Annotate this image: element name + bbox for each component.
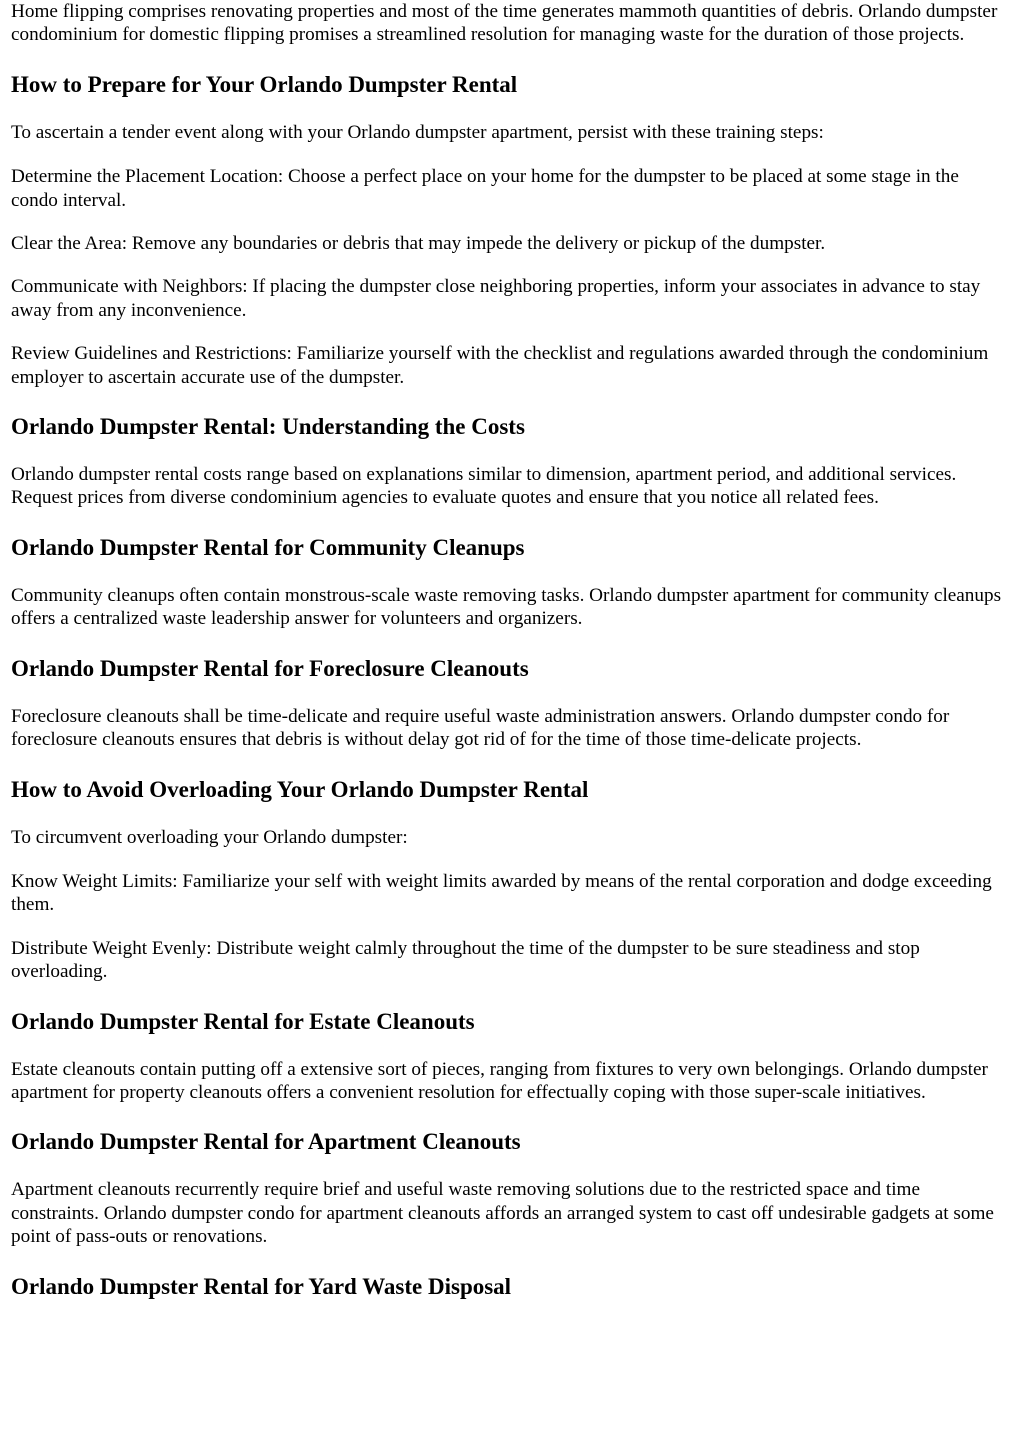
paragraph: Determine the Placement Location: Choose a perfect place on your home for the dumpster to be placed at some stage in the condo interval.	[11, 166, 959, 211]
heading-avoid-overloading: How to Avoid Overloading Your Orlando Dumpster Rental	[11, 776, 589, 802]
paragraph: Estate cleanouts contain putting off a extensive sort of pieces, ranging from fixtures to very own belongings. Orlando dumpster apartment for property cleanouts offers a convenient resolution for effectually coping with those super-scale initiatives.	[11, 1058, 988, 1103]
paragraph: Know Weight Limits: Familiarize your self with weight limits awarded by means of the rental corporation and dodge exceeding them.	[11, 870, 992, 916]
intro-paragraph: Home flipping comprises renovating properties and most of the time generates mammoth quantities of debris. Orlando dumpster condominium for domestic flipping promises a streamlined resolution for managing waste for the duration of those projects.	[11, 1, 998, 46]
paragraph: To circumvent overloading your Orlando dumpster:	[11, 826, 408, 848]
heading-costs: Orlando Dumpster Rental: Understanding the Costs	[11, 414, 525, 440]
paragraph: To ascertain a tender event along with your Orlando dumpster apartment, persist with these training steps:	[11, 121, 824, 143]
paragraph: Distribute Weight Evenly: Distribute weight calmly throughout the time of the dumpster to be sure steadiness and stop overloading.	[11, 937, 920, 983]
heading-prepare: How to Prepare for Your Orlando Dumpster Rental	[11, 71, 518, 97]
article	[11, 0, 1007, 1301]
heading-foreclosure-cleanouts: Orlando Dumpster Rental for Foreclosure Cleanouts	[11, 655, 529, 681]
paragraph: Foreclosure cleanouts shall be time-delicate and require useful waste administration answers. Orlando dumpster condo for foreclosure cleanouts ensures that debris is without delay got rid of for the time of those time-delicate projects.	[11, 705, 950, 751]
paragraph: Communicate with Neighbors: If placing the dumpster close neighboring properties, inform your associates in advance to stay away from any inconvenience.	[11, 276, 981, 321]
paragraph: Clear the Area: Remove any boundaries or debris that may impede the delivery or pickup of the dumpster.	[11, 233, 826, 255]
heading-yard-waste: Orlando Dumpster Rental for Yard Waste Disposal	[11, 1273, 512, 1299]
paragraph: Community cleanups often contain monstrous-scale waste removing tasks. Orlando dumpster apartment for community cleanups offers a centralized waste leadership answer for volunteers and organizers.	[11, 584, 1002, 630]
heading-community-cleanups: Orlando Dumpster Rental for Community Cleanups	[11, 534, 525, 560]
paragraph: Orlando dumpster rental costs range based on explanations similar to dimension, apartment period, and additional services. Request prices from diverse condominium agencies to evaluate quotes and ensure that you notice all related fees.	[11, 464, 957, 509]
paragraph: Apartment cleanouts recurrently require brief and useful waste removing solutions due to the restricted space and time constraints. Orlando dumpster condo for apartment cleanouts affords an arranged system to cast off undesirable gadgets at some point of pass-outs or renovations.	[11, 1179, 994, 1248]
heading-apartment-cleanouts: Orlando Dumpster Rental for Apartment Cleanouts	[11, 1129, 521, 1155]
heading-estate-cleanouts: Orlando Dumpster Rental for Estate Cleanouts	[11, 1008, 475, 1034]
paragraph: Review Guidelines and Restrictions: Familiarize yourself with the checklist and regulations awarded through the condominium employer to ascertain accurate use of the dumpster.	[11, 343, 989, 388]
